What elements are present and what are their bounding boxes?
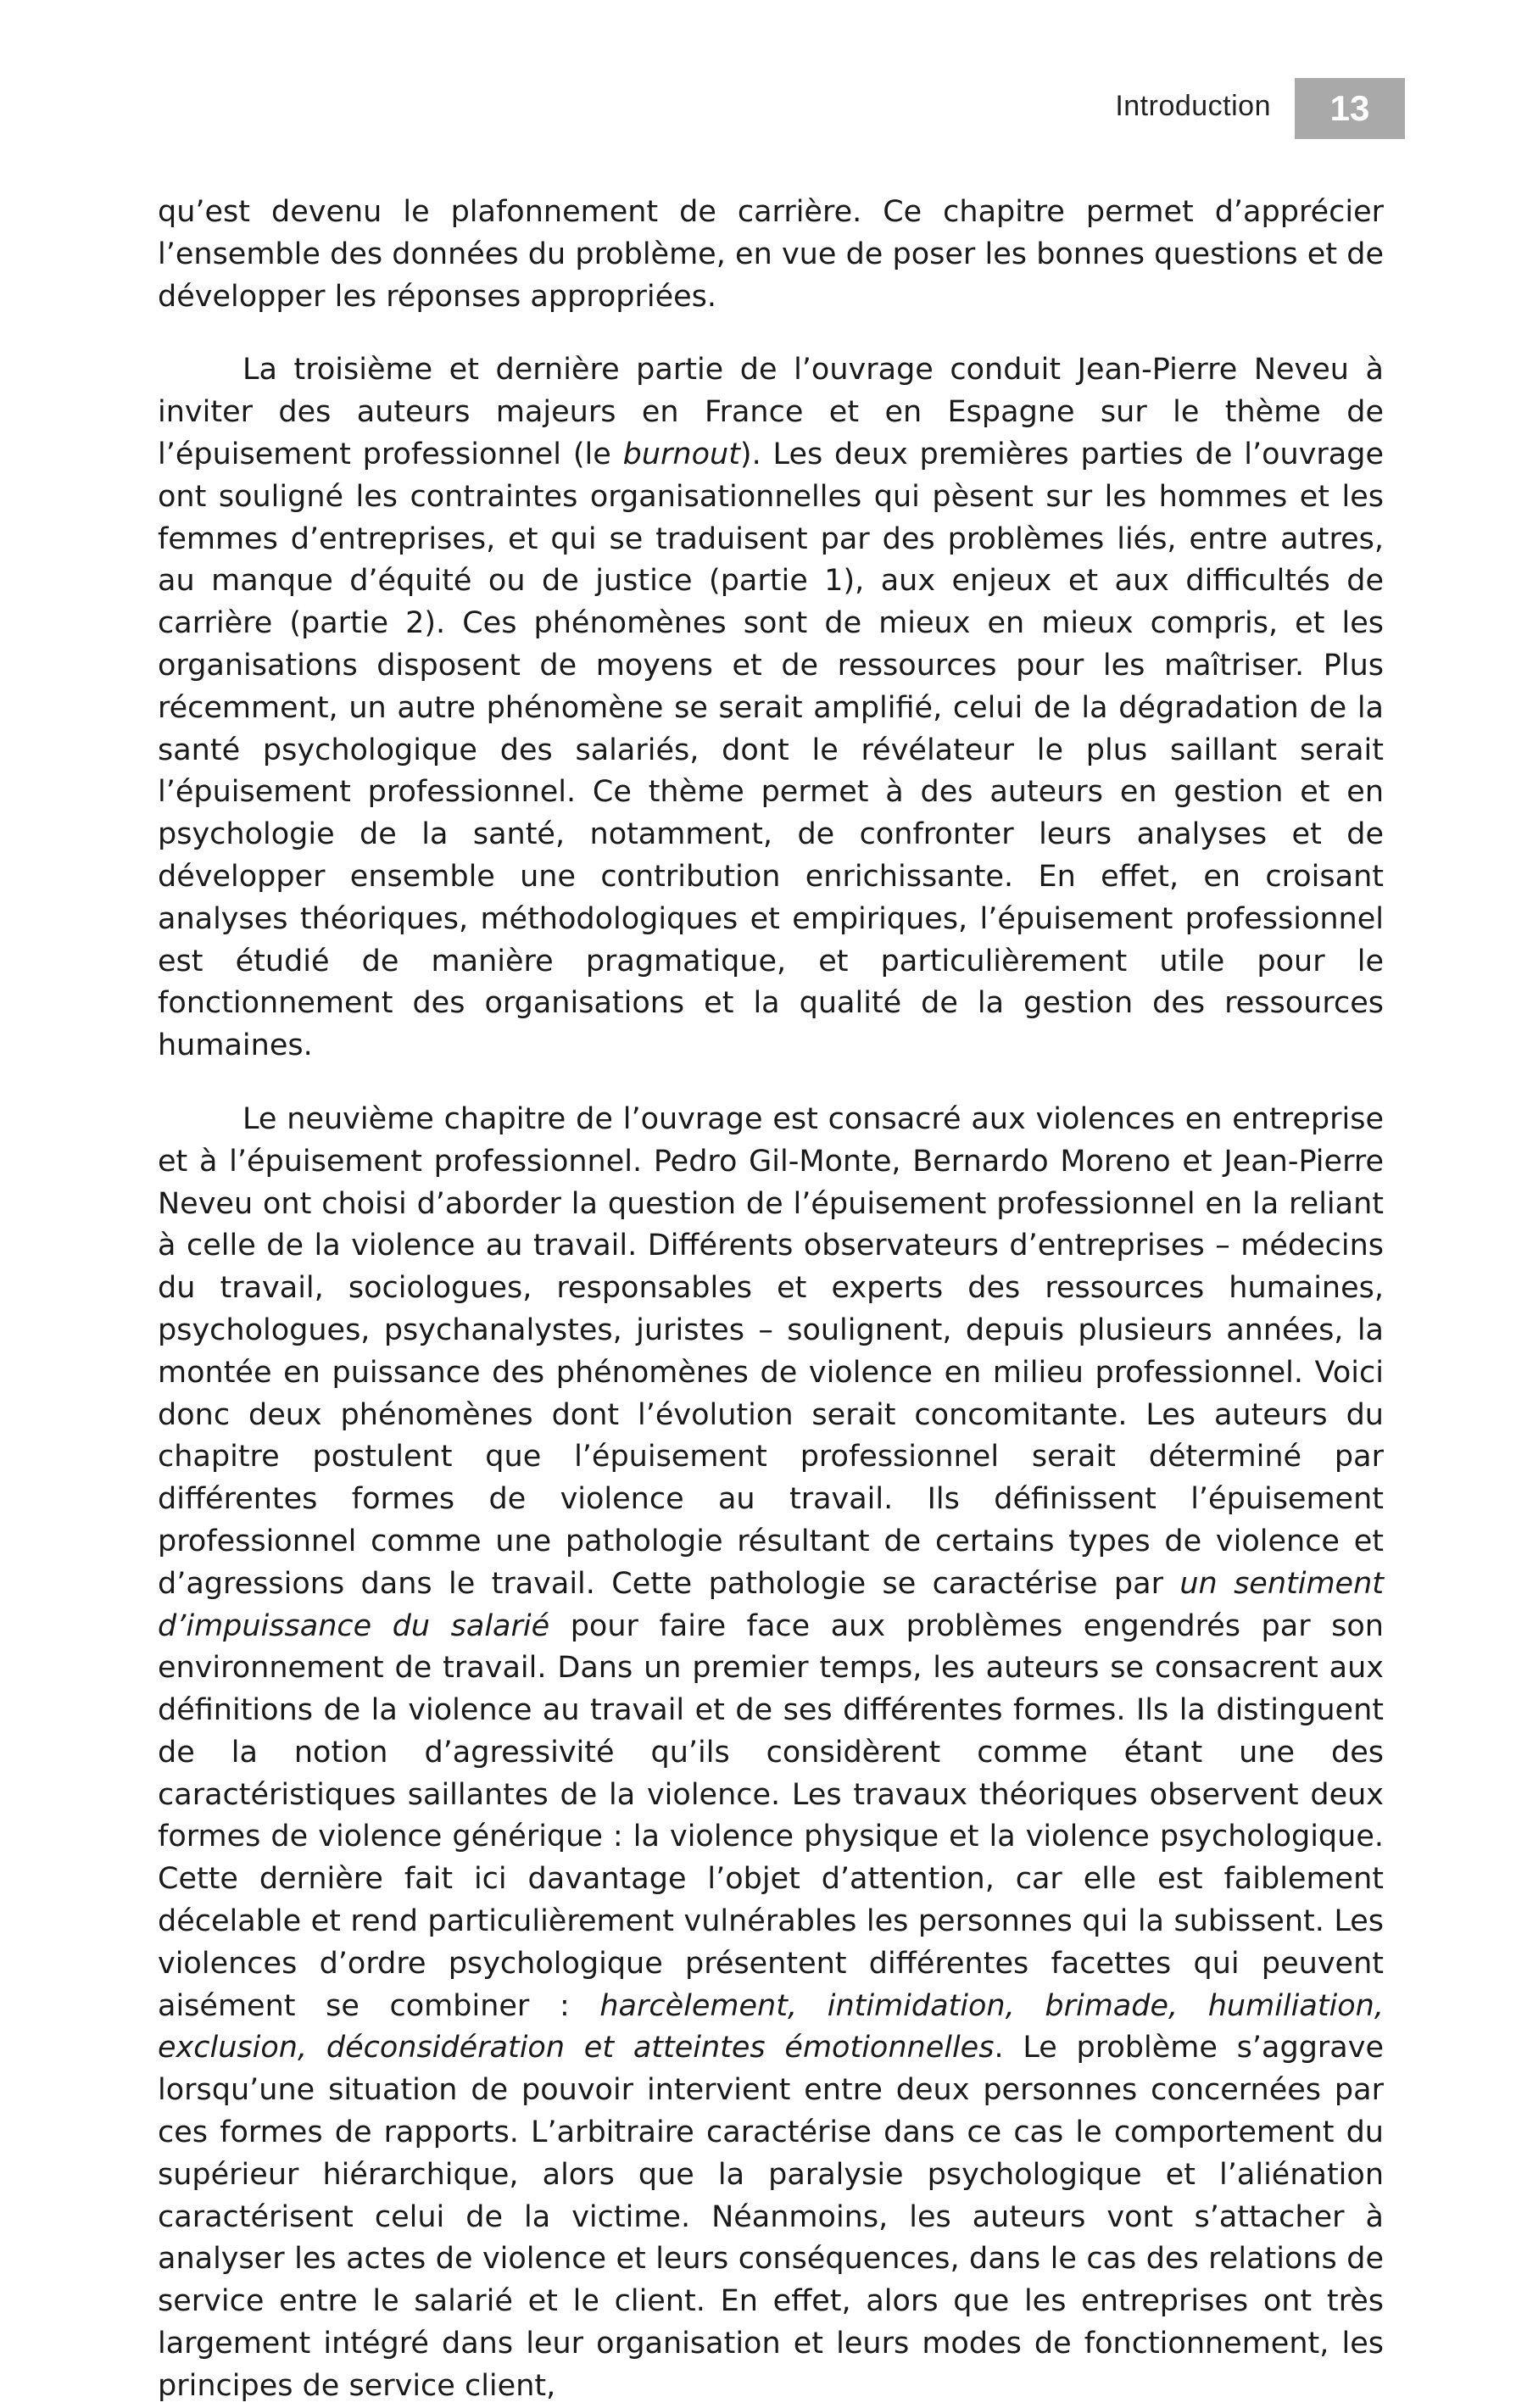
paragraph-2-italic-burnout: burnout [622,437,740,471]
body-text [158,192,1384,2408]
paragraph-2-text-b: ). Les deux premières parties de l’ouvrage ont souligné les contraintes organisationnelles qui pèsent sur les hommes et les femmes d’entreprises, et qui se traduisent par des problèmes liés, entre autres, au manque d’équité ou de justice (partie 1), aux enjeux et aux difficultés de carrière (partie 2). Ces phénomènes sont de mieux en mieux compris, et les organisations disposent de moyens et de ressources pour les maîtriser. Plus récemment, un autre phénomène se serait amplifié, celui de la dégradation de la santé psychologique des salariés, dont le révélateur le plus saillant serait l’épuisement professionnel. Ce thème permet à des auteurs en gestion et en psychologie de la santé, notamment, de confronter leurs analyses et de développer ensemble une contribution enrichissante. En effet, en croisant analyses théoriques, méthodologiques et empiriques, l’épuisement professionnel est étudié de manière pragmatique, et particulièrement utile pour le fonctionnement des organisations et la qualité de la gestion des ressources humaines. [158,437,1384,1063]
paragraph-1-text: qu’est devenu le plafonnement de carrière. Ce chapitre permet d’apprécier l’ensemble des données du problème, en vue de poser les bonnes questions et de développer les réponses appropriées. [158,195,1384,314]
running-title: Introduction [1115,90,1271,122]
paragraph-1 [158,192,1384,318]
paragraph-2 [158,349,1384,1067]
paragraph-2-text-a: La troisième et dernière partie de l’ouvrage conduit Jean-Pierre Neveu à inviter des auteurs majeurs en France et en Espagne sur le thème de l’épuisement professionnel (le [158,353,1384,471]
paragraph-3 [158,1099,1384,2408]
page-header [1094,78,1405,139]
paragraph-3-italic-b: harcèlement, intimidation, brimade, humiliation, exclusion, déconsidération et atteintes émotionnelles [158,1988,1384,2065]
paragraph-3-italic-a: un sentiment d’impuissance du salarié [158,1566,1384,1643]
paragraph-3-text-a: Le neuvième chapitre de l’ouvrage est consacré aux violences en entreprise et à l’épuisement professionnel. Pedro Gil-Monte, Bernardo Moreno et Jean-Pierre Neveu ont choisi d’aborder la question de l’épuisement professionnel en la reliant à celle de la violence au travail. Différents observateurs d’entreprises – médecins du travail, sociologues, responsables et experts des ressources humaines, psychologues, psychanalystes, juristes – soulignent, depuis plusieurs années, la montée en puissance des phénomènes de violence en milieu professionnel. Voici donc deux phénomènes dont l’évolution serait concomitante. Les auteurs du chapitre postulent que l’épuisement professionnel serait déterminé par différentes formes de violence au travail. Ils définissent l’épuisement professionnel comme une pathologie résultant de certains types de violence et d’agressions dans le travail. Cette pathologie se caractérise par [158,1101,1384,1601]
page-number: 13 [1329,88,1370,128]
paragraph-3-text-b: pour faire face aux problèmes engendrés par son environnement de travail. Dans un premier temps, les auteurs se consacrent aux définitions de la violence au travail et de ses différentes formes. Ils la distinguent de la notion d’agressivité qu’ils considèrent comme étant une des caractéristiques saillantes de la violence. Les travaux théoriques observent deux formes de violence générique : la violence physique et la violence psychologique. Cette dernière fait ici davantage l’objet d’attention, car elle est faiblement décelable et rend particulièrement vulnérables les personnes qui la subissent. Les violences d’ordre psychologique présentent différentes facettes qui peuvent aisément se combiner : [158,1608,1384,2023]
page-number-box [1295,78,1405,139]
paragraph-3-text-c: . Le problème s’aggrave lorsqu’une situation de pouvoir intervient entre deux personnes concernées par ces formes de rapports. L’arbitraire caractérise dans ce cas le comportement du supérieur hiérarchique, alors que la paralysie psychologique et l’aliénation caractérisent celui de la victime. Néanmoins, les auteurs vont s’attacher à analyser les actes de violence et leurs conséquences, dans le cas des relations de service entre le salarié et le client. En effet, alors que les entreprises ont très largement intégré dans leur organisation et leurs modes de fonctionnement, les principes de service client, [158,2031,1384,2403]
